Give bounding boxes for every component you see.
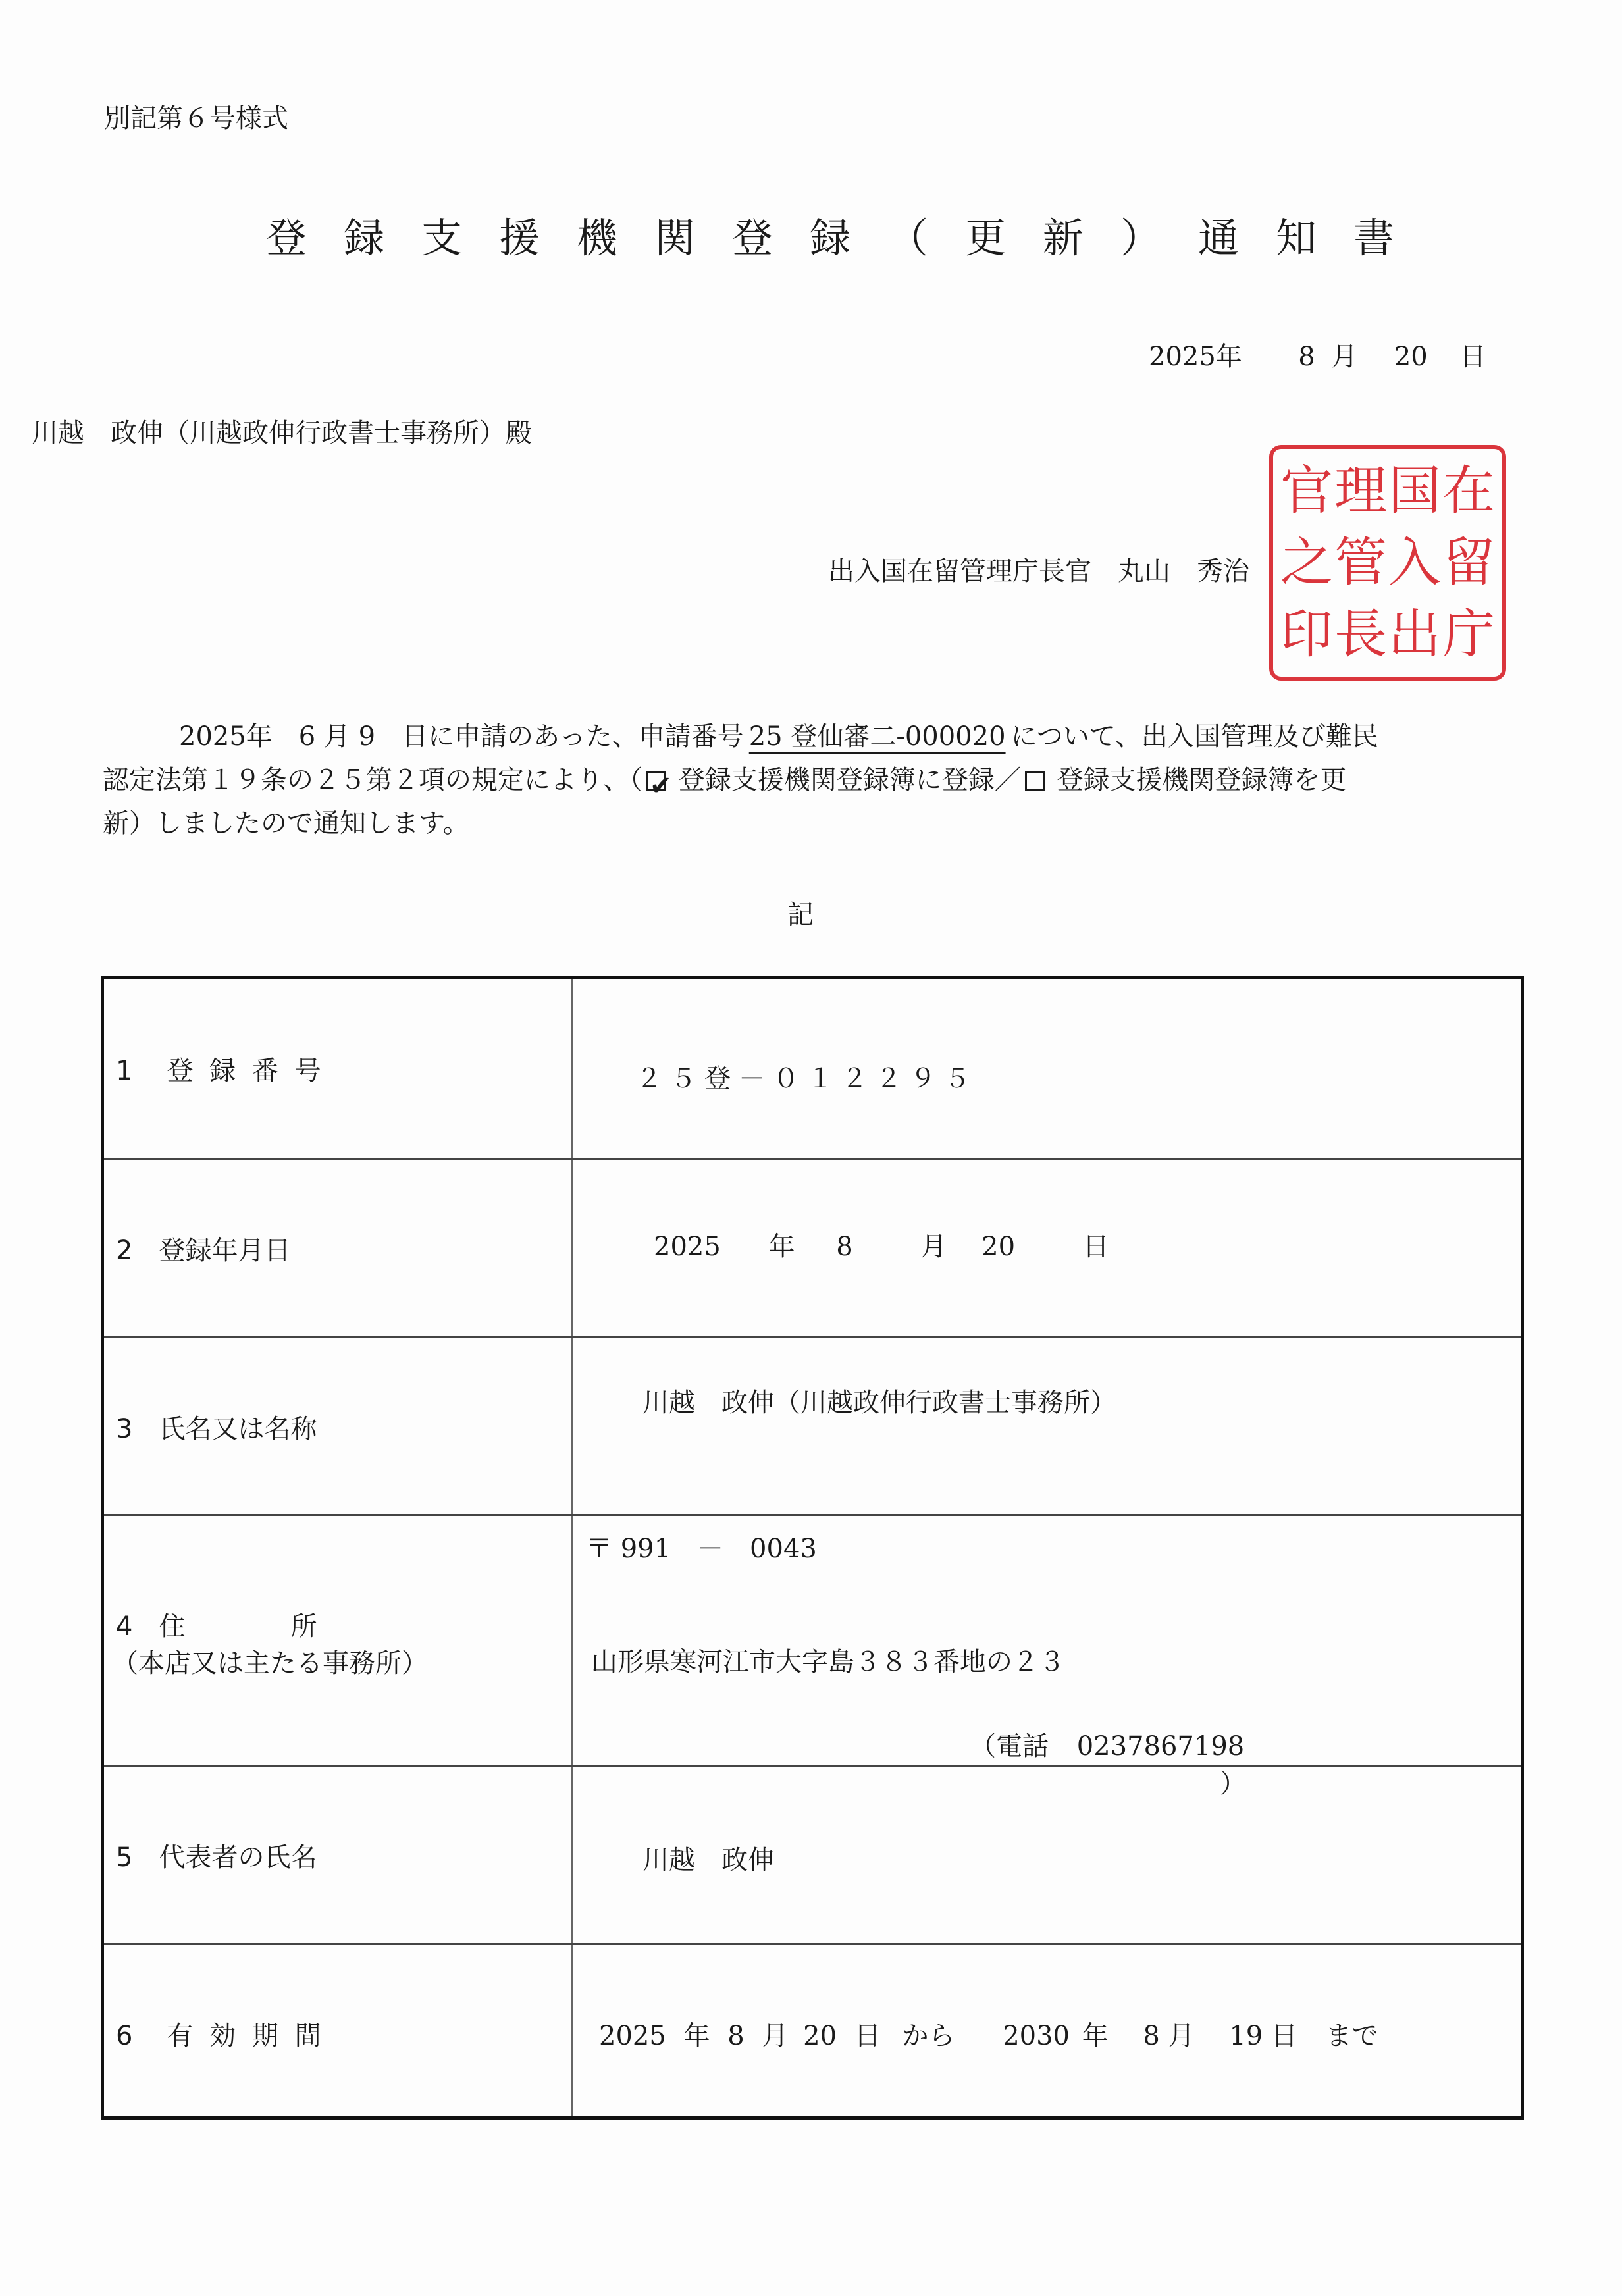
table-row-validity <box>104 1943 1521 2122</box>
issue-month-unit: 月 <box>1331 342 1358 372</box>
reg-month-unit: 月 <box>920 1232 947 1262</box>
registration-date <box>654 1226 1109 1263</box>
row-label: 1 登 録 番 号 <box>116 1056 325 1086</box>
to-year-unit: 年 <box>1082 2021 1109 2051</box>
reg-day: 20 <box>981 1232 1016 1262</box>
register-checkbox-icon <box>646 771 666 791</box>
table-row-address <box>104 1514 1521 1799</box>
seal-char: 出 <box>1388 603 1441 665</box>
to-day: 19 <box>1229 2021 1263 2051</box>
phone-suffix: ） <box>1220 1769 1246 1799</box>
table-row-name <box>104 1336 1521 1516</box>
addressee: 川越 政伸（川越政伸行政書士事務所）殿 <box>32 418 532 448</box>
application-number: 25 登仙審二-000020 <box>748 721 1006 752</box>
issue-day: 20 <box>1394 342 1428 372</box>
to-year: 2030 <box>1003 2021 1070 2051</box>
seal-char: 管 <box>1334 531 1387 593</box>
issuer-name: 出入国在留管理庁長官 丸山 秀治 <box>828 556 1249 587</box>
to-day-unit: 日 <box>1270 2021 1297 2051</box>
issue-year-unit: 年 <box>1215 342 1242 372</box>
document-title: 登録支援機関登録（更新）通知書 <box>266 214 1432 262</box>
seal-char: 入 <box>1388 531 1441 593</box>
seal-char: 理 <box>1334 460 1387 522</box>
body-line-3: 新）しましたので通知します。 <box>103 808 469 839</box>
seal-char: 留 <box>1442 531 1495 593</box>
body-line-1 <box>103 715 1531 758</box>
from-year: 2025 <box>599 2021 666 2051</box>
row-label: 3 氏名又は名称 <box>116 1414 317 1444</box>
table-row-representative <box>104 1765 1521 1945</box>
body-line-1-prefix: 2025年 6 月 9 日に申請のあった、申請番号 <box>179 721 744 752</box>
from-day: 20 <box>803 2021 837 2051</box>
registrant-name: 川越 政伸（川越政伸行政書士事務所） <box>642 1388 1116 1418</box>
body-line-2 <box>103 758 1531 802</box>
row-label: 6 有 効 期 間 <box>116 2021 325 2051</box>
registration-table <box>101 976 1524 2120</box>
from-day-unit: 日 <box>854 2021 881 2051</box>
reg-month: 8 <box>836 1232 853 1262</box>
issue-day-unit: 日 <box>1459 342 1486 372</box>
to-word: まで <box>1325 2021 1378 2051</box>
row-sublabel: （本店又は主たる事務所） <box>112 1648 428 1679</box>
from-month: 8 <box>727 2021 745 2051</box>
renew-checkbox-icon <box>1025 771 1045 791</box>
representative-name: 川越 政伸 <box>642 1845 774 1875</box>
postal-code: 〒 991 － 0043 <box>586 1534 817 1564</box>
seal-char: 長 <box>1334 603 1387 665</box>
issue-year: 2025 <box>1149 342 1216 372</box>
form-number-label: 別記第６号様式 <box>104 103 288 134</box>
from-word: から <box>902 2021 955 2051</box>
issue-date <box>1149 336 1486 373</box>
renew-option-label: 登録支援機関登録簿を更 <box>1057 765 1347 795</box>
row-label: 4 住 所 <box>116 1611 317 1642</box>
reg-year-unit: 年 <box>768 1232 795 1262</box>
table-row-registration-number <box>104 979 1521 1158</box>
seal-char: 在 <box>1442 460 1495 522</box>
to-month-unit: 月 <box>1168 2021 1195 2051</box>
seal-char: 之 <box>1280 531 1333 593</box>
to-month: 8 <box>1143 2021 1160 2051</box>
reg-year: 2025 <box>654 1232 721 1262</box>
table-row-registration-date <box>104 1158 1521 1338</box>
notice-body <box>103 715 1531 845</box>
ki-heading: 記 <box>787 900 814 930</box>
address: 山形県寒河江市大字島３８３番地の２３ <box>591 1647 1065 1677</box>
body-line-2-prefix: 認定法第１９条の２５第２項の規定により、（ <box>103 765 642 795</box>
row-label: 5 代表者の氏名 <box>116 1842 317 1873</box>
body-line-1-suffix: について、出入国管理及び難民 <box>1010 721 1378 752</box>
seal-char: 官 <box>1280 460 1333 522</box>
seal-char: 庁 <box>1442 603 1495 665</box>
from-year-unit: 年 <box>683 2021 710 2051</box>
phone-prefix: （電話 <box>970 1731 1049 1761</box>
row-label: 2 登録年月日 <box>116 1236 291 1266</box>
phone-number: 0237867198 <box>1076 1731 1245 1761</box>
from-month-unit: 月 <box>762 2021 789 2051</box>
registration-number: ２５登－０１２２９５ <box>636 1064 978 1094</box>
reg-day-unit: 日 <box>1082 1232 1109 1262</box>
validity-period <box>599 2015 1378 2052</box>
seal-char: 国 <box>1388 460 1441 522</box>
register-option-label: 登録支援機関登録簿に登録／ <box>678 765 1021 795</box>
official-seal-icon <box>1269 445 1506 681</box>
issue-month: 8 <box>1298 342 1315 372</box>
seal-char: 印 <box>1280 603 1333 665</box>
